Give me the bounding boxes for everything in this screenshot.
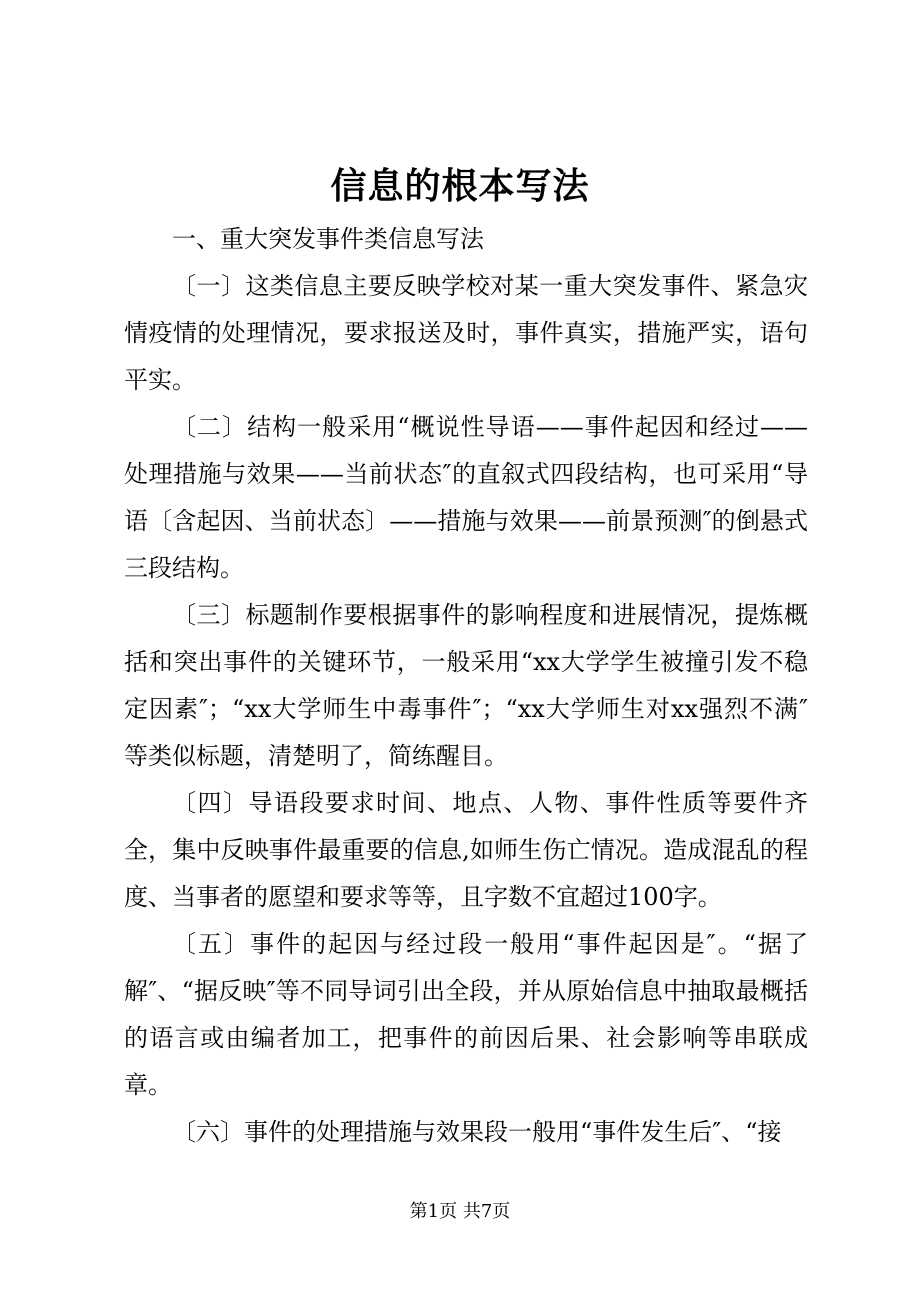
section-heading: 一、重大突发事件类信息写法 [172, 225, 484, 253]
paragraph-1: 〔一〕这类信息主要反映学校对某一重大突发事件、紧急灾情疫情的处理情况，要求报送及时，事件真实，措施严实，语句平实。 [124, 272, 808, 394]
paragraph-4: 〔四〕导语段要求时间、地点、人物、事件性质等要件齐全，集中反映事件最重要的信息,如师生伤亡情况。造成混乱的程度、当事者的愿望和要求等等，且字数不宜超过100字。 [124, 789, 808, 911]
paragraph-6: 〔六〕事件的处理措施与效果段一般用“事件发生后″、“接 [172, 1118, 782, 1146]
page-footer: 第1页 共7页 [409, 1201, 511, 1222]
paragraph-2: 〔二〕结构一般采用“概说性导语——事件起因和经过——处理措施与效果——当前状态″的直叙式四段结构，也可采用“导语〔含起因、当前状态〕——措施与效果——前景预测″的倒悬式三段结构。 [124, 413, 808, 582]
paragraph-5: 〔五〕事件的起因与经过段一般用“事件起因是″。“据了解″、“据反映″等不同导词引出全段，并从原始信息中抽取最概括的语言或由编者加工，把事件的前因后果、社会影响等串联成章。 [124, 930, 808, 1099]
document-title: 信息的根本写法 [330, 165, 590, 207]
document-body [124, 216, 808, 1156]
paragraph-3: 〔三〕标题制作要根据事件的影响程度和进展情况，提炼概括和突出事件的关键环节，一般采用“xx大学学生被撞引发不稳定因素″；“xx大学师生中毒事件″；“xx大学师生对xx强烈不满″等类似标题，清楚明了，简练醒目。 [124, 601, 808, 770]
